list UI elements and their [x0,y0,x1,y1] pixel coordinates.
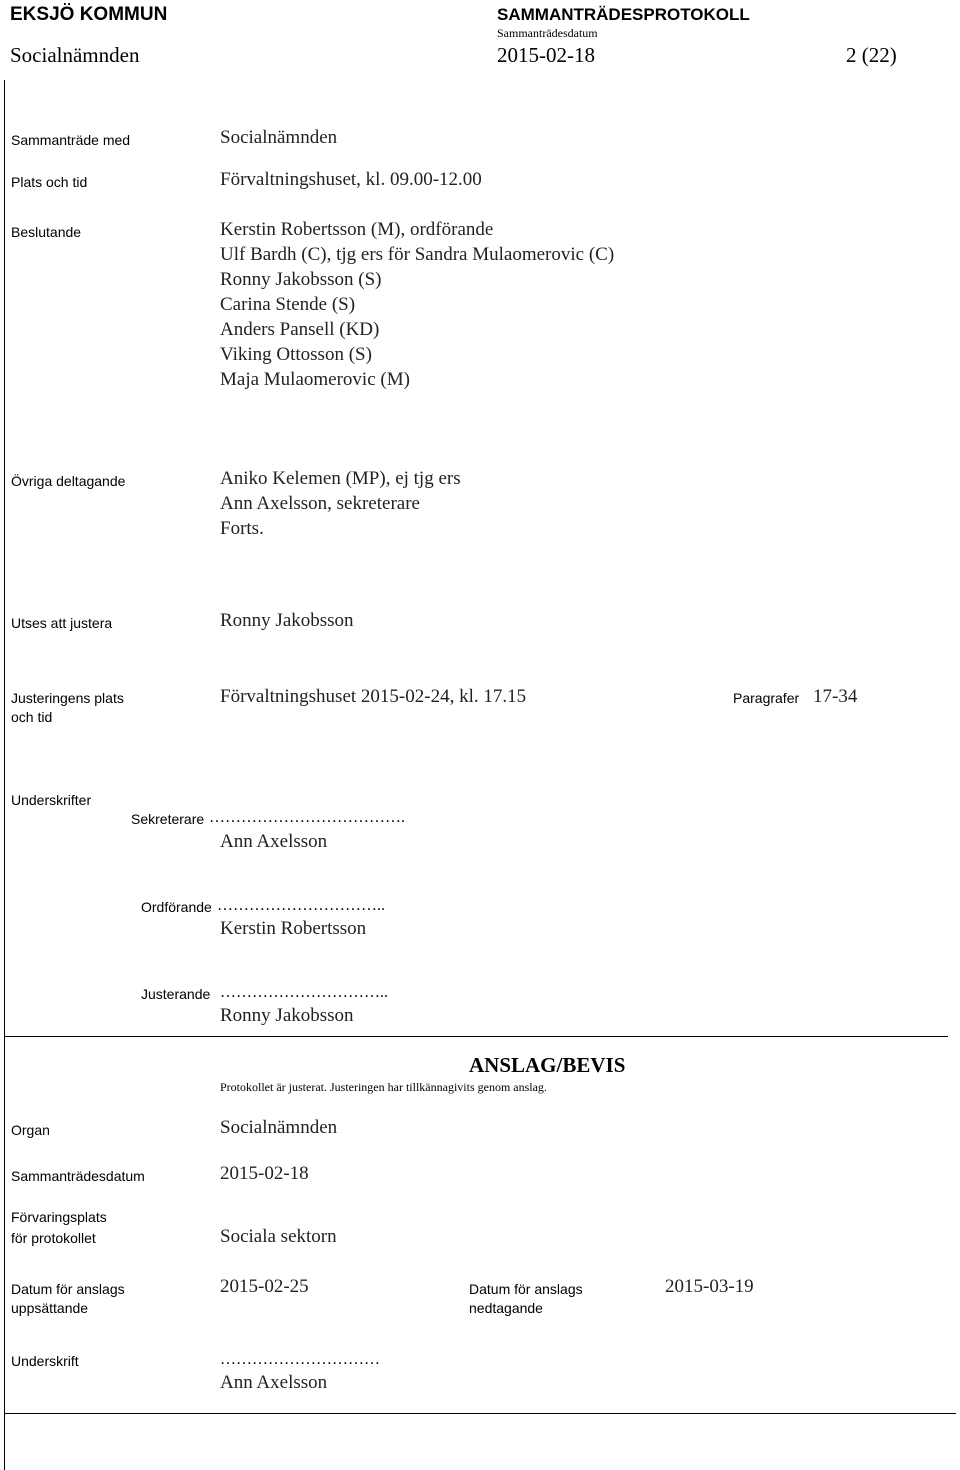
removed-label: Datum för anslags [469,1281,583,1297]
meeting-date-value: 2015-02-18 [220,1163,309,1184]
deciding-member: Carina Stende (S) [220,294,356,315]
storage-value: Sociala sektorn [220,1226,337,1247]
adjuster-name: Ronny Jakobsson [220,1005,354,1026]
committee-name: Socialnämnden [10,43,140,67]
paragraphs-value: 17-34 [813,686,858,707]
deciding-member: Viking Ottosson (S) [220,344,372,365]
removed-value: 2015-03-19 [665,1276,754,1297]
deciding-member: Anders Pansell (KD) [220,319,380,340]
storage-label-2: för protokollet [11,1230,96,1246]
removed-label-2: nedtagande [469,1300,543,1316]
adjuster-signature-line: ………………………….. [220,984,388,1001]
deciding-member: Maja Mulaomerovic (M) [220,369,410,390]
chair-name: Kerstin Robertsson [220,918,367,939]
adjust-place-label: Justeringens plats [11,690,124,706]
adjuster-label: Justerande [141,986,211,1002]
other-participant: Aniko Kelemen (MP), ej tjg ers [220,468,461,489]
left-border [4,80,5,1470]
secretary-label: Sekreterare [131,811,205,827]
deciding-label: Beslutande [11,224,82,240]
posted-value: 2015-02-25 [220,1276,309,1297]
meeting-with-label: Sammanträde med [11,132,131,148]
posted-label: Datum för anslags [11,1281,125,1297]
organ-label: Organ [11,1122,50,1138]
org-name: EKSJÖ KOMMUN [10,4,168,25]
signature-label: Underskrift [11,1353,79,1369]
signature-line: ………………………… [220,1351,380,1368]
adjust-label: Utses att justera [11,615,113,631]
adjust-value: Ronny Jakobsson [220,610,354,631]
date-label: Sammanträdesdatum [497,26,598,40]
deciding-member: Ulf Bardh (C), tjg ers för Sandra Mulaomerovic (C) [220,244,615,265]
storage-label: Förvaringsplats [11,1209,107,1225]
posted-label-2: uppsättande [11,1300,89,1316]
adjust-place-value: Förvaltningshuset 2015-02-24, kl. 17.15 [220,686,527,707]
page-number: 2 (22) [846,43,897,67]
place-value: Förvaltningshuset, kl. 09.00-12.00 [220,169,482,190]
signatures-label: Underskrifter [11,792,92,808]
notice-title: ANSLAG/BEVIS [469,1053,626,1077]
document-type: SAMMANTRÄDESPROTOKOLL [497,5,750,24]
deciding-member: Kerstin Robertsson (M), ordförande [220,219,494,240]
section-divider [4,1036,948,1037]
organ-value: Socialnämnden [220,1117,338,1138]
place-label: Plats och tid [11,174,88,190]
paragraphs-label: Paragrafer [733,690,800,706]
other-participant: Ann Axelsson, sekreterare [220,493,420,514]
adjust-place-label-2: och tid [11,709,53,725]
chair-signature-line: ………………………….. [217,897,385,914]
meeting-with-value: Socialnämnden [220,127,338,148]
secretary-name: Ann Axelsson [220,831,328,852]
meeting-date: 2015-02-18 [497,43,595,67]
notice-text: Protokollet är justerat. Justeringen har tillkännagivits genom anslag. [220,1080,547,1094]
chair-label: Ordförande [141,899,212,915]
bottom-divider [4,1413,956,1414]
signature-name: Ann Axelsson [220,1372,328,1393]
secretary-signature-line: ………………………………. [209,809,405,826]
deciding-member: Ronny Jakobsson (S) [220,269,382,290]
others-label: Övriga deltagande [11,473,126,489]
meeting-date-label: Sammanträdesdatum [11,1168,145,1184]
other-participant: Forts. [220,518,264,539]
